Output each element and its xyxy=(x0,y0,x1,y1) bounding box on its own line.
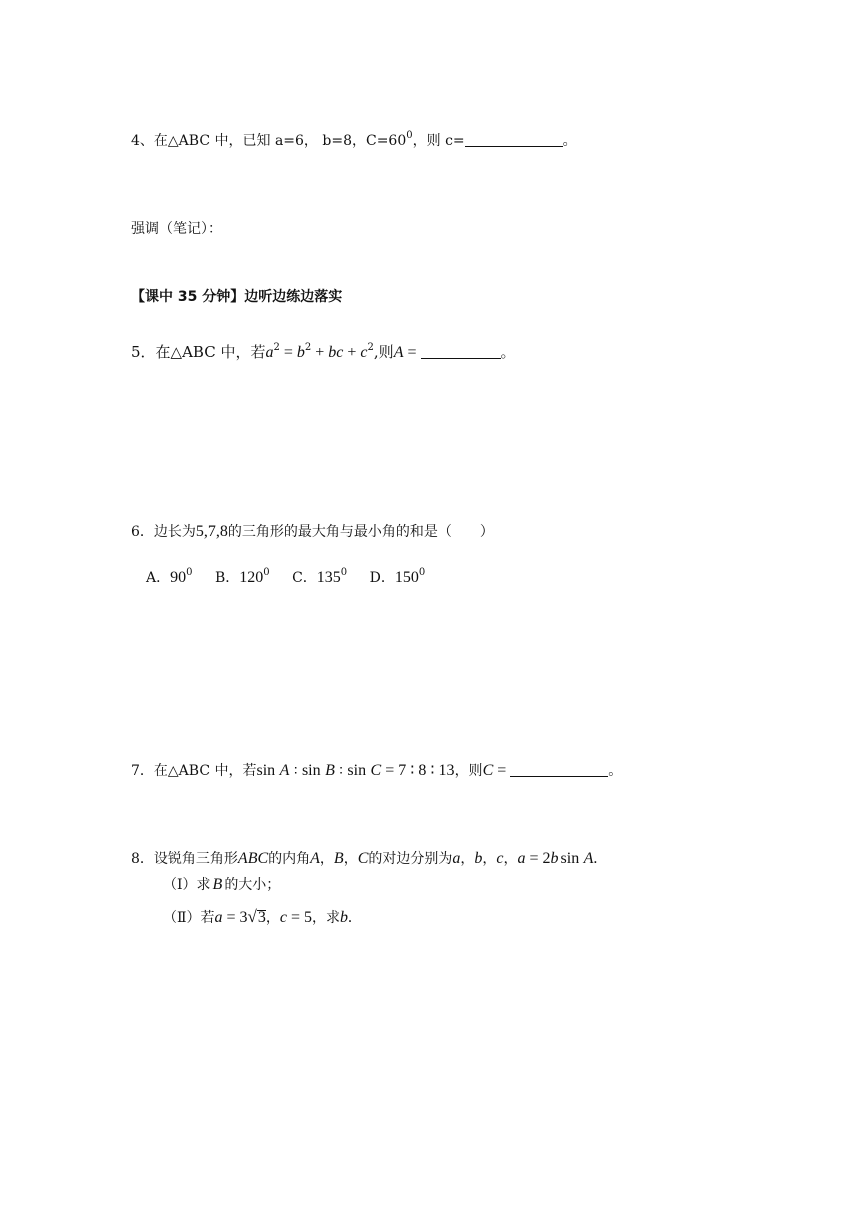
q7-sin-2: sin xyxy=(301,762,321,779)
q8-var-b: b xyxy=(474,850,483,867)
q8-var-B: B xyxy=(333,850,344,867)
q7-sin-1: sin xyxy=(256,762,276,779)
q7-ratio: = 7 ∶ 8 ∶ 13 xyxy=(381,762,455,779)
q8-comma-4: ， xyxy=(482,851,497,867)
q8-part-2-var-a: a xyxy=(214,909,223,926)
q8-comma-5: ， xyxy=(503,851,518,867)
q8-var-a: a xyxy=(452,850,461,867)
q6-text: 6．边长为 xyxy=(131,524,196,540)
section-title: 课中 35 分钟 xyxy=(145,289,231,305)
q8-var-A: A xyxy=(310,850,320,867)
q7-answer-blank[interactable] xyxy=(510,762,608,777)
q5-var-bc: bc xyxy=(328,344,344,361)
q8-comma-1: ， xyxy=(319,851,334,867)
q8-part-1-var-B: B xyxy=(212,876,223,893)
q6-option-a[interactable] xyxy=(146,568,193,588)
q8-dot: . xyxy=(593,850,598,867)
q5-exp-c: 2 xyxy=(367,342,374,353)
question-7 xyxy=(131,761,622,781)
option-d-degree: 0 xyxy=(418,567,426,578)
heading-bracket-open: 【 xyxy=(131,289,145,305)
q8-eq-b: b xyxy=(550,850,559,867)
q7-then: ，则 xyxy=(454,763,483,779)
q5-then: ,则 xyxy=(373,343,394,361)
q7-colon-1: ∶ xyxy=(289,763,302,779)
q8-comma-2: ， xyxy=(343,851,358,867)
q8-text-mid: 的内角 xyxy=(268,851,311,867)
q8-eq: = 2 xyxy=(525,850,551,867)
q6-option-d[interactable] xyxy=(370,568,426,588)
option-a-value: 90 xyxy=(170,569,187,586)
question-5 xyxy=(131,342,516,363)
option-b-value: 120 xyxy=(239,569,264,586)
q5-var-A: A xyxy=(393,344,404,361)
q5-var-c: c xyxy=(360,344,368,361)
option-a-label: A． xyxy=(146,570,171,586)
q6-numbers: 5,7,8 xyxy=(195,523,228,540)
q6-option-c[interactable] xyxy=(292,568,347,588)
q5-var-b: b xyxy=(296,344,305,361)
option-a-degree: 0 xyxy=(186,567,193,578)
q8-eq-A: A xyxy=(583,850,594,867)
q8-triangle: ABC xyxy=(237,850,269,867)
q7-var-C: C xyxy=(370,762,382,779)
option-c-label: C． xyxy=(292,570,317,586)
q8-part-2-text: （Ⅱ）若 xyxy=(163,910,215,926)
q8-eq-a: a xyxy=(517,850,526,867)
q7-period: 。 xyxy=(608,763,623,779)
q6-text-rest: 的三角形的最大角与最小角的和是（ ） xyxy=(227,524,494,540)
q8-eq-sin: sin xyxy=(560,850,580,867)
q8-comma-3: ， xyxy=(460,851,475,867)
q8-part-2-var-b: b xyxy=(340,909,349,926)
q6-options xyxy=(146,568,443,588)
q5-text: 5．在△ABC 中，若 xyxy=(131,343,266,361)
q8-part-1-text: （Ⅰ）求 xyxy=(163,877,211,893)
q4-period: 。 xyxy=(562,133,577,149)
q5-eq-2: = xyxy=(403,344,421,361)
q7-var-C-2: C xyxy=(482,762,494,779)
q8-var-C: C xyxy=(357,850,369,867)
q8-part-2-var-c: c xyxy=(279,909,287,926)
q8-part-2-radicand: 3 xyxy=(257,909,266,926)
q8-part-2 xyxy=(163,907,352,928)
q7-sin-3: sin xyxy=(347,762,367,779)
heading-bracket-close: 】 xyxy=(230,289,245,305)
q8-part-2-eq: = 3 xyxy=(222,909,248,926)
q5-plus-1: + xyxy=(311,344,329,361)
q8-part-2-rest: ，求 xyxy=(312,910,341,926)
q8-text: 8．设锐角三角形 xyxy=(131,851,238,867)
q6-option-b[interactable] xyxy=(215,568,270,588)
q8-var-c: c xyxy=(496,850,504,867)
q8-text-mid-2: 的对边分别为 xyxy=(368,851,453,867)
question-8 xyxy=(131,849,597,869)
q8-part-2-comma: ， xyxy=(265,910,280,926)
option-c-degree: 0 xyxy=(340,567,348,578)
q8-part-1-rest: 的大小； xyxy=(224,877,281,893)
option-d-value: 150 xyxy=(394,569,419,586)
section-subtitle: 边听边练边落实 xyxy=(244,289,343,305)
q7-text: 7．在△ABC 中，若 xyxy=(131,763,257,779)
q7-colon-2: ∶ xyxy=(334,763,348,779)
question-6 xyxy=(131,522,494,542)
note-label xyxy=(131,219,222,239)
q7-var-B: B xyxy=(325,762,335,779)
q5-var-a: a xyxy=(265,344,274,361)
q5-eq: = xyxy=(279,344,297,361)
q5-exp-a: 2 xyxy=(273,342,280,353)
option-b-degree: 0 xyxy=(263,567,270,578)
q8-part-1 xyxy=(163,875,280,895)
note-text: 强调（笔记）： xyxy=(131,221,222,237)
q8-part-2-eq-2: = 5 xyxy=(287,909,313,926)
q8-part-2-dot: . xyxy=(348,909,353,926)
q5-answer-blank[interactable] xyxy=(421,344,501,359)
q5-plus-2: + xyxy=(343,344,361,361)
q5-period: 。 xyxy=(500,343,516,361)
question-4 xyxy=(131,131,577,151)
option-d-label: D． xyxy=(369,570,395,586)
q5-exp-b: 2 xyxy=(304,342,312,353)
section-heading xyxy=(131,287,342,307)
q4-text-then: ，则 c= xyxy=(412,133,465,149)
option-c-value: 135 xyxy=(316,569,341,586)
sqrt-icon: √ xyxy=(247,907,257,926)
q4-degree: 0 xyxy=(406,130,413,141)
q7-eq: = xyxy=(493,762,511,779)
q4-answer-blank[interactable] xyxy=(465,132,563,147)
option-b-label: B． xyxy=(214,570,240,586)
q4-text: 4、在△ABC 中，已知 a=6， b=8，C=60 xyxy=(131,133,407,149)
q7-var-A: A xyxy=(279,762,290,779)
